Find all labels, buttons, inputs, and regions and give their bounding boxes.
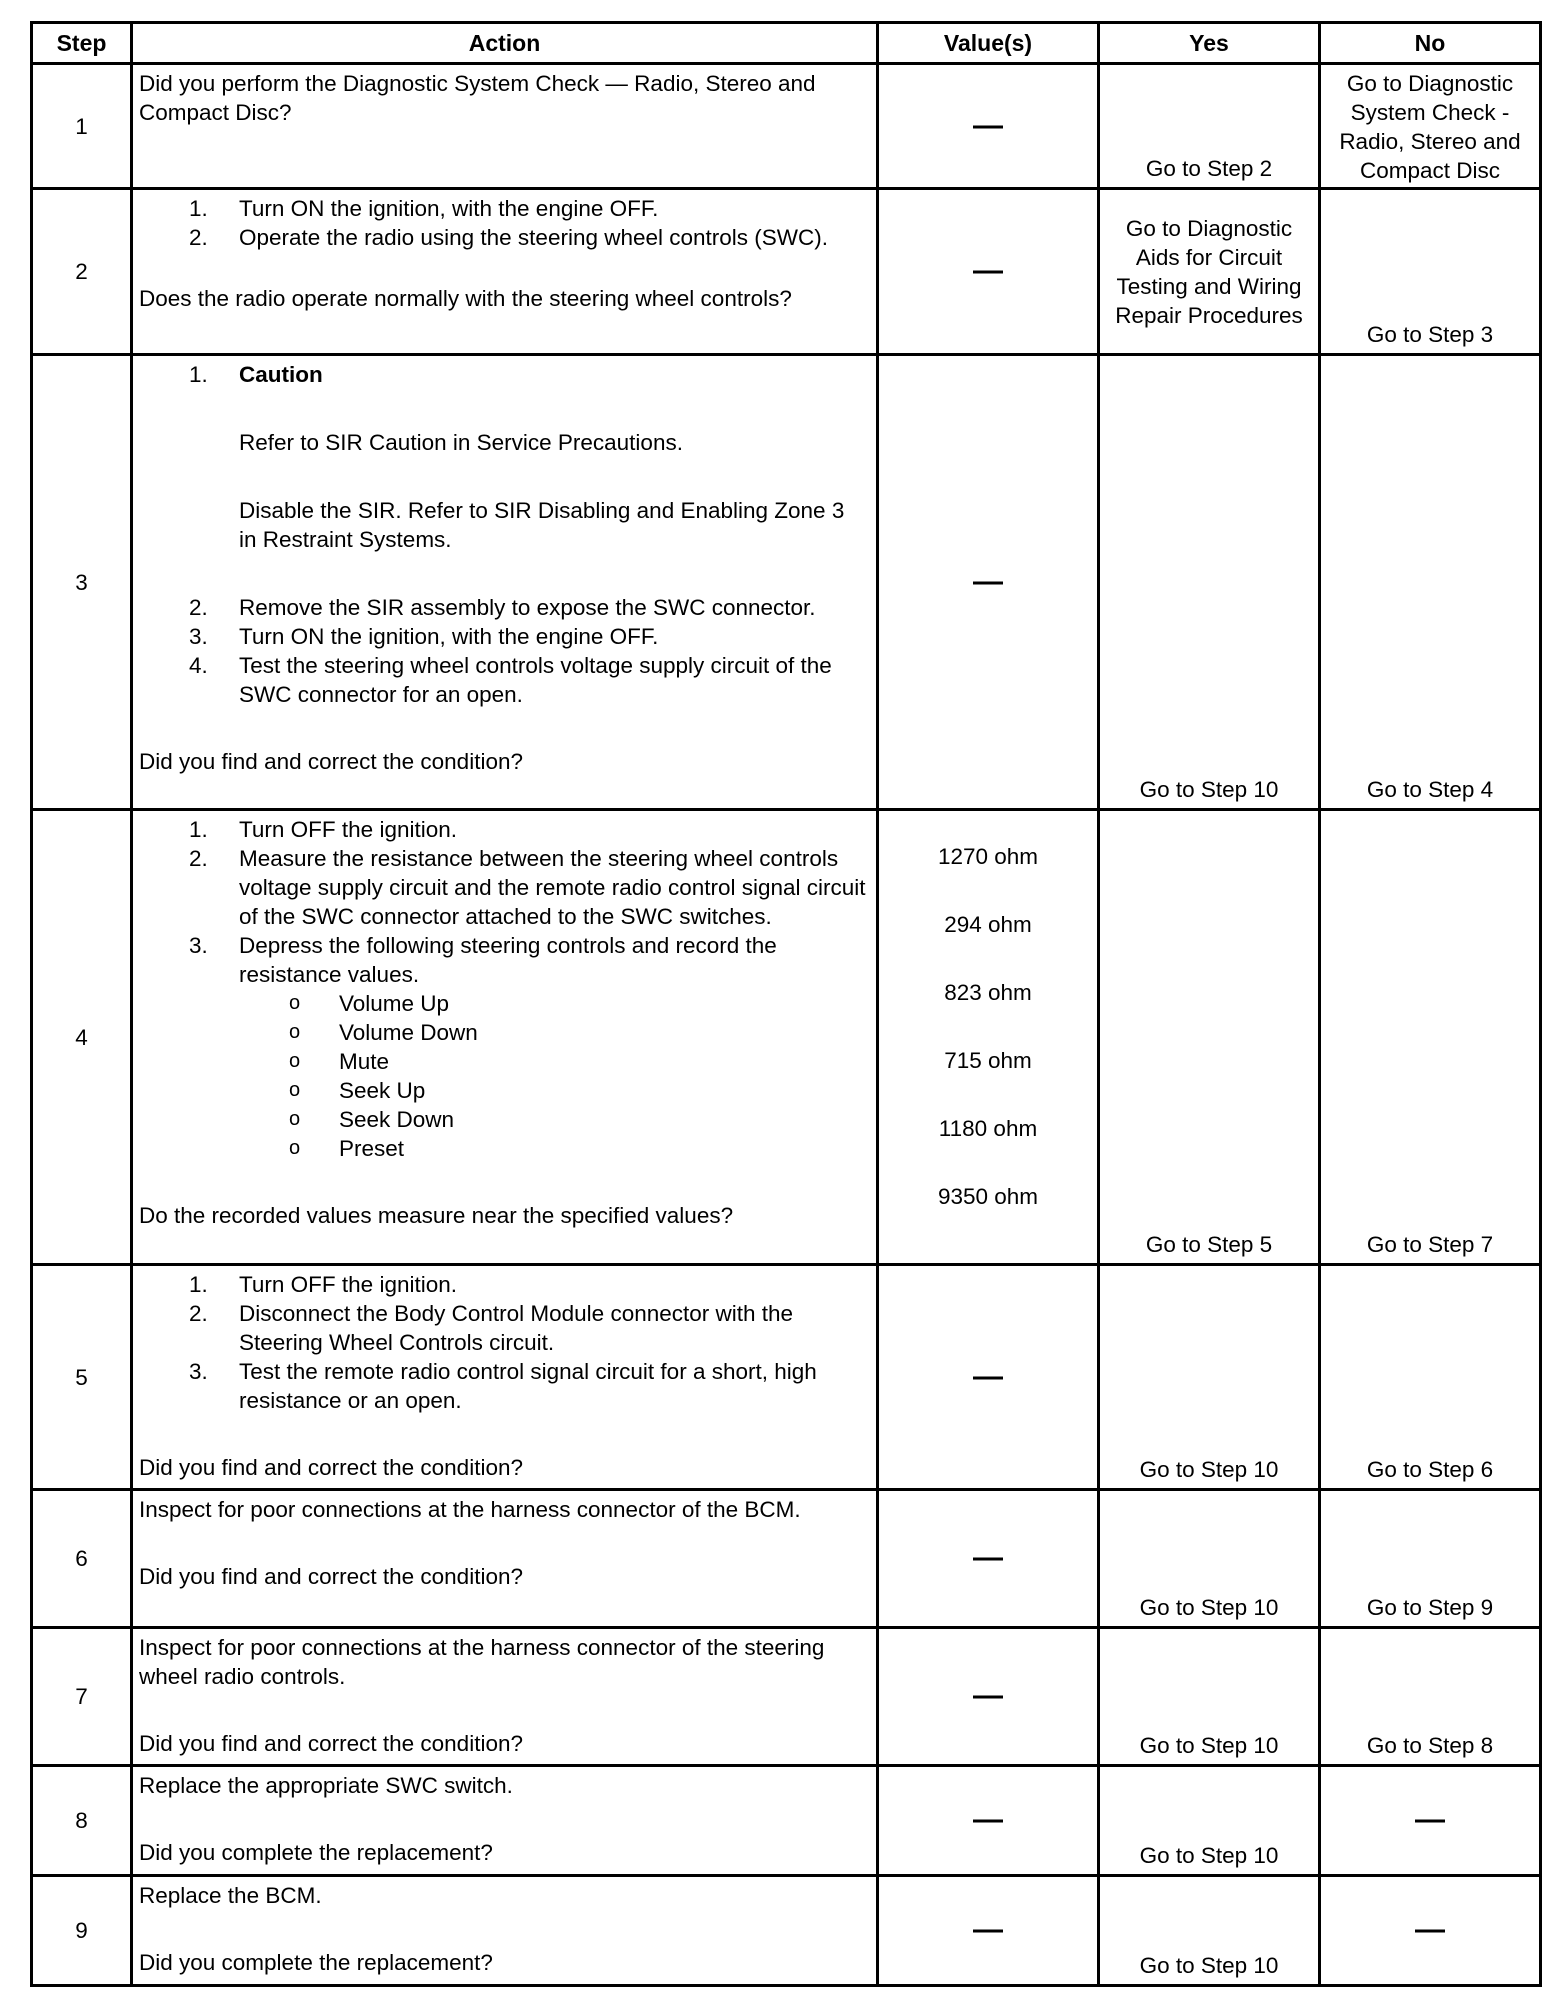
step-number: 3 (32, 355, 132, 810)
table-row-step-8 (32, 1766, 1541, 1876)
caution-text: Disable the SIR. Refer to SIR Disabling and Enabling Zone 3 in Restraint Systems. (239, 498, 845, 552)
resistance-value: 1180 ohm (938, 1116, 1038, 1141)
yes-cell (1099, 1490, 1320, 1628)
action-cell (132, 355, 878, 810)
action-step: 1. Turn OFF the ignition. (189, 1272, 458, 1297)
yes-cell (1099, 1628, 1320, 1766)
action-intro: Replace the appropriate SWC switch. (139, 1773, 513, 1798)
action-question: Did you find and correct the condition? (139, 749, 523, 774)
header-row (32, 23, 1541, 64)
table-row-step-3 (32, 355, 1541, 810)
action-cell (132, 1265, 878, 1490)
no-cell (1320, 355, 1541, 810)
value-cell (878, 355, 1099, 810)
step-number: 6 (32, 1490, 132, 1628)
step-number: 5 (32, 1265, 132, 1490)
action-step: 3. Turn ON the ignition, with the engine OFF. (189, 624, 659, 649)
list-item: o Volume Down (289, 1020, 478, 1045)
yes-text: Go to Step 10 (1139, 1733, 1279, 1758)
no-cell (1320, 1766, 1541, 1876)
value-cell (878, 1490, 1099, 1628)
value-cell (878, 64, 1099, 189)
no-cell (1320, 1265, 1541, 1490)
table-row-step-4 (32, 810, 1541, 1265)
action-question: Do the recorded values measure near the specified values? (139, 1203, 734, 1228)
yes-text: Go to Diagnostic Aids for Circuit Testing and Wiring Repair Procedures (1115, 215, 1303, 328)
no-cell (1320, 189, 1541, 355)
resistance-value: 823 ohm (944, 980, 1032, 1005)
no-text: Go to Step 7 (1366, 1232, 1494, 1257)
no-text: Go to Step 4 (1366, 777, 1494, 802)
no-text: Go to Diagnostic System Check - Radio, Stereo and Compact Disc (1339, 71, 1521, 183)
no-text: Go to Step 9 (1366, 1595, 1494, 1620)
yes-text: Go to Step 5 (1145, 1232, 1273, 1257)
table-row-step-2 (32, 189, 1541, 355)
yes-cell (1099, 64, 1320, 189)
action-intro: Replace the BCM. (139, 1883, 322, 1908)
steering-controls-list (139, 989, 868, 1163)
resistance-values (879, 823, 1097, 1231)
value-cell (878, 1876, 1099, 1986)
yes-text: Go to Step 10 (1139, 1457, 1279, 1482)
action-cell (132, 189, 878, 355)
value-dash: — (973, 1679, 1003, 1712)
yes-cell (1099, 810, 1320, 1265)
action-question: Did you find and correct the condition? (139, 1455, 523, 1480)
yes-cell (1099, 1265, 1320, 1490)
step-number: 2 (32, 189, 132, 355)
action-step: 2. Disconnect the Body Control Module connector with the Steering Wheel Controls circuit. (189, 1301, 794, 1355)
action-cell (132, 1876, 878, 1986)
list-item: o Volume Up (289, 991, 450, 1016)
action-step: 1. Turn ON the ignition, with the engine OFF. (189, 196, 659, 221)
no-dash: — (1415, 1913, 1445, 1946)
action-question: Did you find and correct the condition? (139, 1731, 523, 1756)
resistance-value: 294 ohm (944, 912, 1032, 937)
diagnostic-table (30, 21, 1542, 1987)
no-cell (1320, 810, 1541, 1265)
value-cell (878, 1628, 1099, 1766)
diagnostic-table-container (30, 21, 1539, 1987)
yes-text: Go to Step 10 (1139, 1595, 1279, 1620)
resistance-value: 9350 ohm (937, 1184, 1039, 1209)
caution-title: Caution (239, 362, 323, 387)
no-text: Go to Step 3 (1366, 322, 1494, 347)
action-step-caution: 1. Caution Refer to SIR Caution in Service Precautions. Disable the SIR. Refer to SIR Disabling and Enabling Zone 3 in Restraint Systems. (139, 360, 868, 554)
yes-text: Go to Step 10 (1139, 777, 1279, 802)
table-row-step-1 (32, 64, 1541, 189)
action-intro: Inspect for poor connections at the harness connector of the steering wheel radio controls. (139, 1635, 825, 1689)
action-question: Did you find and correct the condition? (139, 1564, 523, 1589)
action-cell (132, 810, 878, 1265)
list-item: o Seek Down (289, 1107, 455, 1132)
yes-cell (1099, 1766, 1320, 1876)
table-row-step-6 (32, 1490, 1541, 1628)
no-cell (1320, 1628, 1541, 1766)
action-step: 2. Operate the radio using the steering wheel controls (SWC). (189, 225, 829, 250)
yes-text: Go to Step 10 (1139, 1843, 1279, 1868)
step-number: 1 (32, 64, 132, 189)
value-dash: — (973, 1803, 1003, 1836)
action-question: Does the radio operate normally with the steering wheel controls? (139, 286, 792, 311)
no-cell (1320, 1876, 1541, 1986)
yes-cell (1099, 1876, 1320, 1986)
value-dash: — (973, 564, 1003, 598)
table-row-step-9 (32, 1876, 1541, 1986)
action-steps-list (139, 815, 868, 1163)
yes-text: Go to Step 10 (1139, 1953, 1279, 1978)
no-cell (1320, 1490, 1541, 1628)
action-steps-list (139, 360, 868, 709)
value-cell (878, 189, 1099, 355)
yes-cell (1099, 355, 1320, 810)
action-steps-list (139, 194, 868, 252)
step-number: 8 (32, 1766, 132, 1876)
table-row-step-7 (32, 1628, 1541, 1766)
value-cell (878, 1766, 1099, 1876)
action-cell (132, 1628, 878, 1766)
header-yes: Yes (1099, 23, 1320, 64)
action-question: Did you complete the replacement? (139, 1950, 493, 1975)
action-step: 1. Turn OFF the ignition. (189, 817, 458, 842)
value-dash: — (973, 254, 1003, 287)
step-number: 7 (32, 1628, 132, 1766)
list-item: o Preset (289, 1136, 405, 1161)
resistance-value: 715 ohm (944, 1048, 1032, 1073)
action-step: 2. Remove the SIR assembly to expose the SWC connector. (189, 595, 816, 620)
value-dash: — (973, 108, 1003, 142)
value-dash: — (973, 1359, 1003, 1393)
action-intro: Inspect for poor connections at the harness connector of the BCM. (139, 1497, 801, 1522)
header-action: Action (132, 23, 878, 64)
no-text: Go to Step 6 (1366, 1457, 1494, 1482)
value-dash: — (973, 1541, 1003, 1574)
action-question: Did you complete the replacement? (139, 1840, 493, 1865)
header-step: Step (32, 23, 132, 64)
header-values: Value(s) (878, 23, 1099, 64)
list-item: o Seek Up (289, 1078, 426, 1103)
step-number: 4 (32, 810, 132, 1265)
action-cell (132, 1490, 878, 1628)
step-number: 9 (32, 1876, 132, 1986)
no-text: Go to Step 8 (1366, 1733, 1494, 1758)
no-dash: — (1415, 1803, 1445, 1836)
value-cell (878, 1265, 1099, 1490)
action-steps-list (139, 1270, 868, 1415)
yes-cell (1099, 189, 1320, 355)
value-cell (878, 810, 1099, 1265)
value-dash: — (973, 1913, 1003, 1946)
no-cell (1320, 64, 1541, 189)
header-no: No (1320, 23, 1541, 64)
list-item: o Mute (289, 1049, 390, 1074)
table-row-step-5 (32, 1265, 1541, 1490)
action-step: 3. Test the remote radio control signal circuit for a short, high resistance or an open. (189, 1359, 817, 1413)
action-cell (132, 64, 878, 189)
yes-text: Go to Step 2 (1145, 156, 1273, 181)
action-step: 2. Measure the resistance between the steering wheel controls voltage supply circuit and the remote radio control signal circuit of the SWC connector attached to the SWC switches. (189, 846, 866, 929)
action-intro: Did you perform the Diagnostic System Check — Radio, Stereo and Compact Disc? (139, 71, 816, 125)
resistance-value: 1270 ohm (937, 844, 1039, 869)
caution-text: Refer to SIR Caution in Service Precautions. (239, 430, 683, 455)
action-cell (132, 1766, 878, 1876)
action-step: 3. Depress the following steering controls and record the resistance values. o Volume Up o Volume Down o Mute o Seek Up o Seek Down o Preset (139, 931, 868, 1163)
action-step: 4. Test the steering wheel controls voltage supply circuit of the SWC connector for an open. (189, 653, 832, 707)
